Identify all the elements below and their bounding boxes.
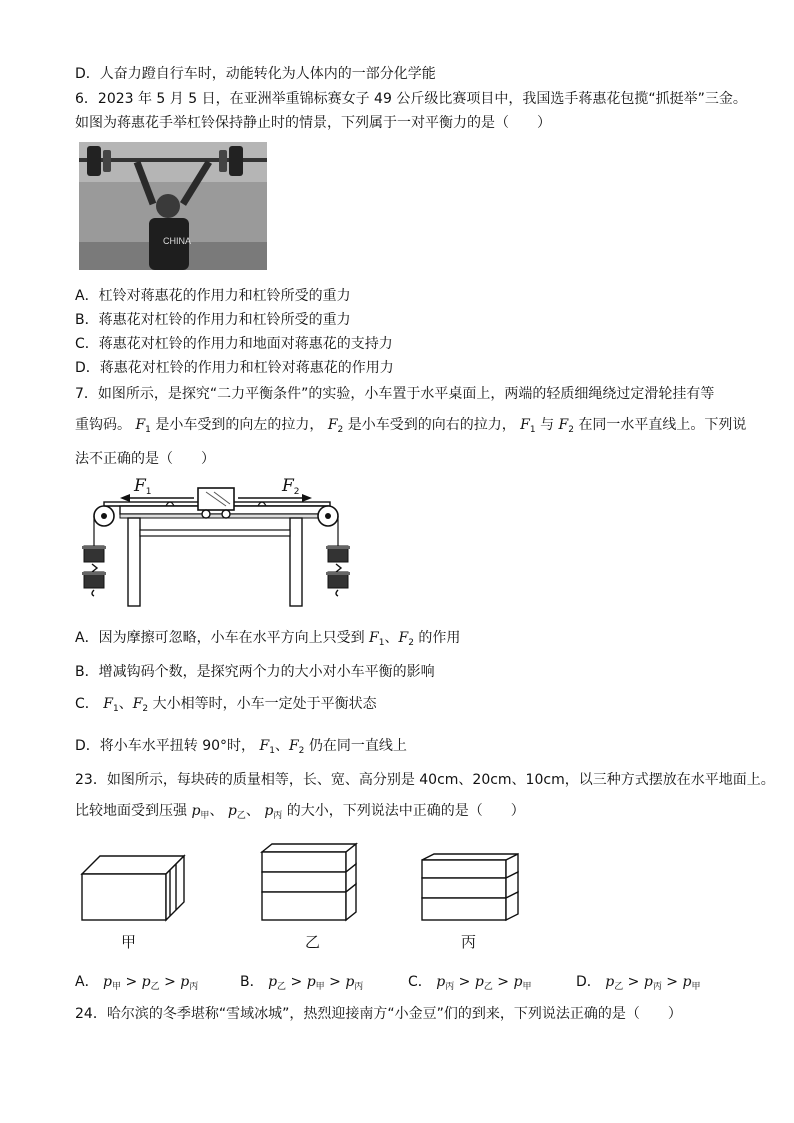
force-balance-apparatus [80, 474, 370, 612]
q6-option-d: D．蒋惠花对杠铃的作用力和杠铃对蒋惠花的作用力 [75, 360, 394, 376]
f2-symbol: F [282, 476, 294, 496]
bricks-figure [80, 840, 540, 924]
q7-stem-line1: 7．如图所示，是探究“二力平衡条件”的实验，小车置于水平桌面上，两端的轻质细绳绕过定滑轮挂有等 [75, 386, 715, 402]
symbol-p: p [264, 803, 274, 819]
subscript: 2 [337, 425, 344, 435]
subscript: 1 [269, 746, 275, 756]
symbol-f: F [259, 738, 270, 754]
q7-text: 大小相等时，小车一定处于平衡状态 [152, 696, 377, 712]
label-jia: 甲 [121, 933, 137, 951]
symbol-f: F [103, 696, 113, 712]
symbol-f: F [132, 696, 143, 712]
q7-stem-line2 [75, 415, 746, 440]
symbol-p: p [682, 974, 692, 990]
q23-option-c [408, 972, 531, 997]
gt-sign: > [159, 974, 181, 990]
subscript: 1 [145, 425, 151, 435]
gt-sign: > [623, 974, 644, 990]
q7-option-d [75, 736, 407, 761]
symbol-f: F [135, 417, 146, 433]
weightlifter-illustration [79, 142, 267, 270]
subscript: 丙 [189, 982, 199, 992]
f1-symbol: F [134, 476, 146, 496]
gt-sign: > [454, 974, 475, 990]
option-label: C． [408, 974, 432, 990]
q6-stem-line2: 如图为蒋惠花手举杠铃保持静止时的情景，下列属于一对平衡力的是（ ） [75, 115, 551, 131]
q23-option-b [240, 972, 363, 997]
subscript: 2 [298, 746, 305, 756]
subscript: 甲 [691, 982, 701, 992]
symbol-f: F [398, 630, 409, 646]
option-label: A． [75, 974, 99, 990]
q6-stem-line1: 6．2023 年 5 月 5 日，在亚洲举重锦标赛女子 49 公斤级比赛项目中，我国选手蒋惠花包揽“抓挺举”三金。 [75, 91, 747, 107]
subscript: 乙 [150, 982, 160, 992]
separator: 、 [209, 803, 224, 819]
brick-group-yi [262, 844, 356, 920]
gt-sign: > [286, 974, 307, 990]
q7-text: A．因为摩擦可忽略，小车在水平方向上只受到 [75, 630, 365, 646]
gt-sign: > [121, 974, 142, 990]
symbol-p: p [605, 974, 615, 990]
q7-text: 重钩码。 [75, 417, 131, 433]
separator: 、 [245, 803, 260, 819]
symbol-p: p [268, 974, 278, 990]
option-label: D． [576, 974, 601, 990]
symbol-f: F [369, 630, 379, 646]
f2-subscript: 2 [293, 487, 300, 497]
symbol-p: p [141, 974, 151, 990]
symbol-p: p [436, 974, 446, 990]
weightlifter-photo [79, 142, 267, 270]
symbol-p: p [643, 974, 653, 990]
q7-option-b: B．增减钩码个数，是探究两个力的大小对小车平衡的影响 [75, 664, 435, 680]
subscript: 甲 [112, 982, 122, 992]
q6-option-a: A．杠铃对蒋惠花的作用力和杠铃所受的重力 [75, 288, 351, 304]
subscript: 丙 [445, 982, 455, 992]
subscript: 2 [142, 704, 149, 714]
subscript: 1 [529, 425, 536, 435]
q24-stem-line1: 24．哈尔滨的冬季堪称“雪域冰城”，热烈迎接南方“小金豆”们的到来，下列说法正确的是（ ） [75, 1006, 682, 1022]
q6-option-c: C．蒋惠花对杠铃的作用力和地面对蒋惠花的支持力 [75, 336, 393, 352]
q23-stem-line2 [75, 801, 525, 826]
q23-option-d [576, 972, 700, 997]
f1-subscript: 1 [145, 487, 152, 497]
subscript: 丙 [652, 982, 662, 992]
q7-text: 仍在同一直线上 [308, 738, 407, 754]
subscript: 1 [378, 638, 385, 648]
q5-option-d: D．人奋力蹬自行车时，动能转化为人体内的一部分化学能 [75, 66, 436, 82]
symbol-f: F [520, 417, 530, 433]
q7-text: C． [75, 696, 99, 712]
q6-option-b: B．蒋惠花对杠铃的作用力和杠铃所受的重力 [75, 312, 351, 328]
symbol-p: p [103, 974, 112, 990]
symbol-f: F [327, 417, 338, 433]
subscript: 乙 [236, 811, 246, 821]
q7-text: 是小车受到的向右的拉力， [347, 417, 516, 433]
subscript: 丙 [273, 811, 283, 821]
q7-text: 在同一水平直线上。下列说 [578, 417, 747, 433]
label-bing: 丙 [461, 933, 477, 951]
option-label: B． [240, 974, 264, 990]
jersey-text: CHINA [163, 236, 192, 246]
q7-text: 的作用 [418, 630, 461, 646]
subscript: 丙 [354, 982, 364, 992]
subscript: 甲 [522, 982, 532, 992]
subscript: 2 [408, 638, 414, 648]
gt-sign: > [492, 974, 514, 990]
symbol-p: p [180, 974, 190, 990]
separator: 、 [274, 738, 289, 754]
q7-option-a [75, 628, 460, 653]
subscript: 1 [112, 704, 119, 714]
gt-sign: > [661, 974, 683, 990]
q7-text: 是小车受到的向左的拉力， [155, 417, 324, 433]
q23-option-a [75, 972, 198, 997]
symbol-f: F [558, 417, 569, 433]
gt-sign: > [324, 974, 346, 990]
symbol-p: p [513, 974, 523, 990]
q23-stem-line1: 23．如图所示，每块砖的质量相等，长、宽、高分别是 40cm、20cm、10cm，以三种方式摆放在水平地面上。 [75, 772, 775, 788]
q7-text: 与 [540, 417, 555, 433]
q7-option-c [75, 694, 377, 719]
symbol-p: p [191, 803, 201, 819]
q23-text: 比较地面受到压强 [75, 803, 187, 819]
symbol-p: p [227, 803, 237, 819]
subscript: 乙 [277, 982, 287, 992]
symbol-f: F [288, 738, 299, 754]
brick-group-jia [82, 856, 184, 920]
q7-stem-line3: 法不正确的是（ ） [75, 451, 215, 467]
subscript: 乙 [483, 982, 493, 992]
f1-arrow-label [134, 476, 152, 497]
symbol-p: p [345, 974, 355, 990]
q23-text: 的大小，下列说法中正确的是（ ） [286, 803, 525, 819]
q7-text: D．将小车水平扭转 90°时， [75, 738, 256, 754]
symbol-p: p [306, 974, 316, 990]
subscript: 乙 [614, 982, 624, 992]
subscript: 甲 [200, 811, 210, 821]
brick-group-bing [422, 854, 518, 920]
f2-arrow-label [282, 476, 300, 497]
subscript: 甲 [315, 982, 325, 992]
subscript: 2 [568, 425, 574, 435]
symbol-p: p [474, 974, 484, 990]
label-yi: 乙 [305, 933, 321, 951]
separator: 、 [118, 696, 133, 712]
separator: 、 [384, 630, 399, 646]
